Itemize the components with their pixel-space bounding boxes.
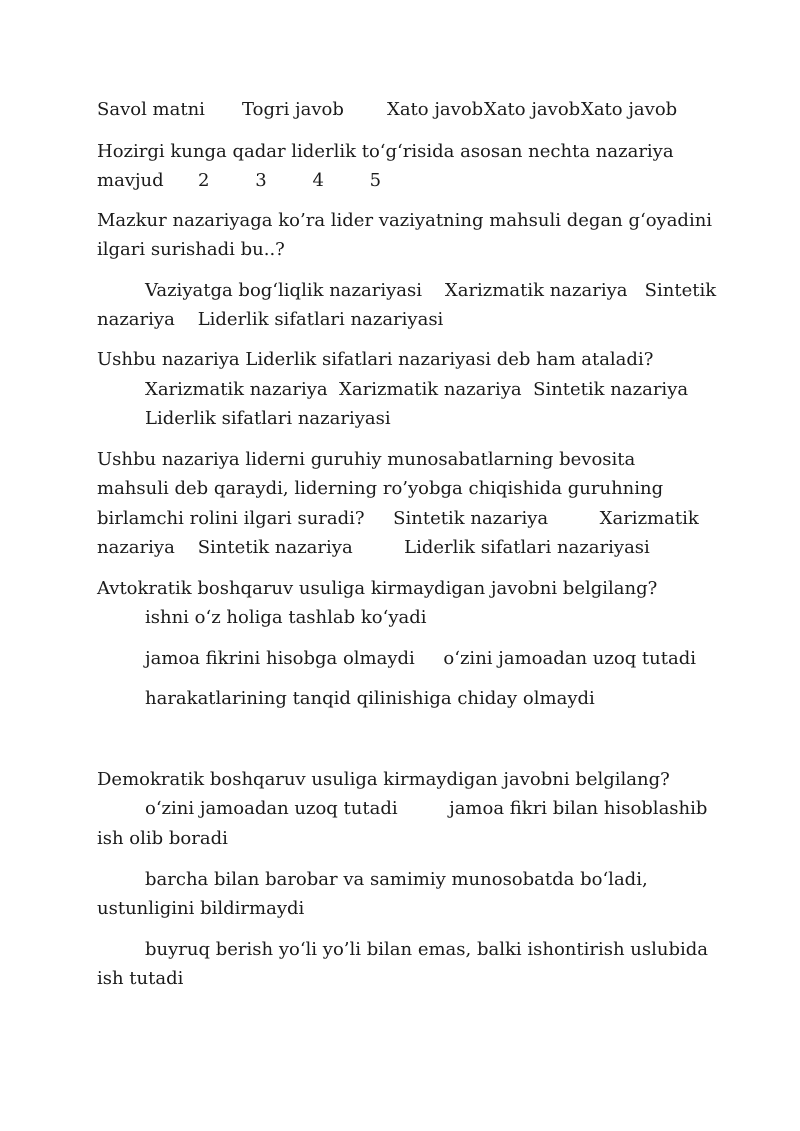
question-4-answers: nazariya Sintetik nazariya Liderlik sifatlari nazariyasi: [97, 537, 650, 558]
question-3-text: Ushbu nazariya Liderlik sifatlari nazariyasi deb ham ataladi?: [97, 349, 654, 370]
question-5-answer-1: ishni o‘z holiga tashlab ko‘yadi: [145, 607, 427, 628]
question-1-text: Hozirgi kunga qadar liderlik to‘g‘risida asosan nechta nazariya: [97, 141, 674, 162]
question-5-answer-2: jamoa fikrini hisobga olmaydi o‘zini jamoadan uzoq tutadi: [145, 648, 697, 669]
header-wrong-answer-2: Xato javob: [484, 99, 581, 120]
header-correct-answer: Togri javob: [242, 99, 344, 120]
question-6-text: Demokratik boshqaruv usuliga kirmaydigan javobni belgilang?: [97, 769, 670, 790]
question-4-text: Ushbu nazariya liderni guruhiy munosabatlarning bevosita: [97, 449, 636, 470]
question-3-answers: Xarizmatik nazariya Xarizmatik nazariya Sintetik nazariya: [145, 379, 689, 400]
question-6-answer-1: o‘zini jamoadan uzoq tutadi jamoa fikri bilan hisoblashib: [145, 798, 708, 819]
question-6-answer-1-cont: ish olib boradi: [97, 828, 228, 849]
question-2-answers: Vaziyatga bog‘liqlik nazariyasi Xarizmatik nazariya Sintetik: [145, 280, 717, 301]
question-2-text-cont: ilgari surishadi bu..?: [97, 239, 285, 260]
question-6-answer-3: buyruq berish yo‘li yo’li bilan emas, balki ishontirish uslubida: [145, 939, 708, 960]
question-6-answer-2: barcha bilan barobar va samimiy munosobatda bo‘ladi,: [145, 869, 648, 890]
question-2-answers-cont: nazariya Liderlik sifatlari nazariyasi: [97, 309, 444, 330]
question-5-text: Avtokratik boshqaruv usuliga kirmaydigan javobni belgilang?: [97, 578, 658, 599]
header-question: Savol matni: [97, 99, 205, 120]
header-wrong-answer-3: Xato javob: [581, 99, 678, 120]
question-5-answer-3: harakatlarining tanqid qilinishiga chiday olmaydi: [145, 688, 595, 709]
question-6-answer-3-cont: ish tutadi: [97, 968, 184, 989]
header-wrong-answer-1: Xato javob: [387, 99, 484, 120]
question-1-answers: mavjud 2 3 4 5: [97, 170, 382, 191]
question-4-text-cont-2: birlamchi rolini ilgari suradi? Sintetik nazariya Xarizmatik: [97, 508, 699, 529]
question-2-text: Mazkur nazariyaga ko’ra lider vaziyatning mahsuli degan g‘oyadini: [97, 210, 713, 231]
question-6-answer-2-cont: ustunligini bildirmaydi: [97, 898, 305, 919]
question-3-answers-cont: Liderlik sifatlari nazariyasi: [145, 408, 391, 429]
question-4-text-cont-1: mahsuli deb qaraydi, liderning ro’yobga chiqishida guruhning: [97, 478, 664, 499]
